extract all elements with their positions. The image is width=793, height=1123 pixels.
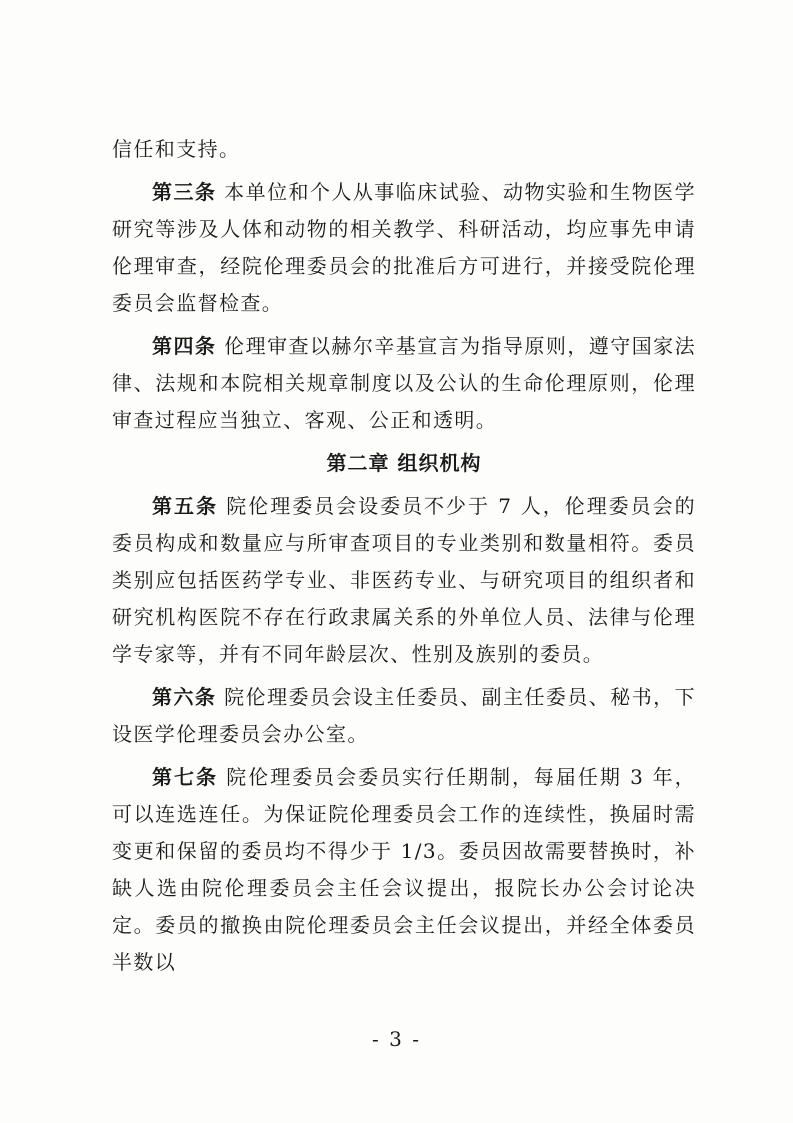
article-7 xyxy=(112,759,696,981)
article-label: 第五条 xyxy=(152,494,218,518)
article-label: 第六条 xyxy=(152,685,217,709)
document-body xyxy=(112,131,696,987)
article-5 xyxy=(112,488,696,673)
article-label: 第三条 xyxy=(152,180,217,204)
article-label: 第七条 xyxy=(152,765,218,789)
page-number: - 3 - xyxy=(372,1027,421,1051)
article-6 xyxy=(112,679,696,753)
continuation-paragraph: 信任和支持。 xyxy=(112,137,241,161)
article-text: 本单位和个人从事临床试验、动物实验和生物医学研究等涉及人体和动物的相关教学、科研活动，均应事先申请伦理审查，经院伦理委员会的批准后方可进行，并接受院伦理委员会监督检查。 xyxy=(112,180,697,315)
article-label: 第四条 xyxy=(152,334,217,358)
article-4 xyxy=(112,328,696,439)
article-text: 院伦理委员会设委员不少于 7 人，伦理委员会的委员构成和数量应与所审查项目的专业类别和数量相符。委员类别应包括医药学专业、非医药专业、与研究项目的组织者和研究机构医院不存在行政隶属关系的外单位人员、法律与伦理学专家等，并有不同年龄层次、性别及族别的委员。 xyxy=(112,494,696,666)
article-3 xyxy=(112,174,696,322)
article-text: 院伦理委员会设主任委员、副主任委员、秘书，下设医学伦理委员会办公室。 xyxy=(112,685,697,746)
article-text: 伦理审查以赫尔辛基宣言为指导原则，遵守国家法律、法规和本院相关规章制度以及公认的生命伦理原则，伦理审查过程应当独立、客观、公正和透明。 xyxy=(112,334,697,432)
chapter-title: 第二章 组织机构 xyxy=(326,451,482,475)
article-text: 院伦理委员会委员实行任期制，每届任期 3 年，可以连选连任。为保证院伦理委员会工作的连续性，换届时需变更和保留的委员均不得少于 1/3。委员因故需要替换时，补缺人选由院伦理委员会主任会议提出，报院长办公会讨论决定。委员的撤换由院伦理委员会主任会议提出，并经全体委员半数以 xyxy=(112,765,696,974)
